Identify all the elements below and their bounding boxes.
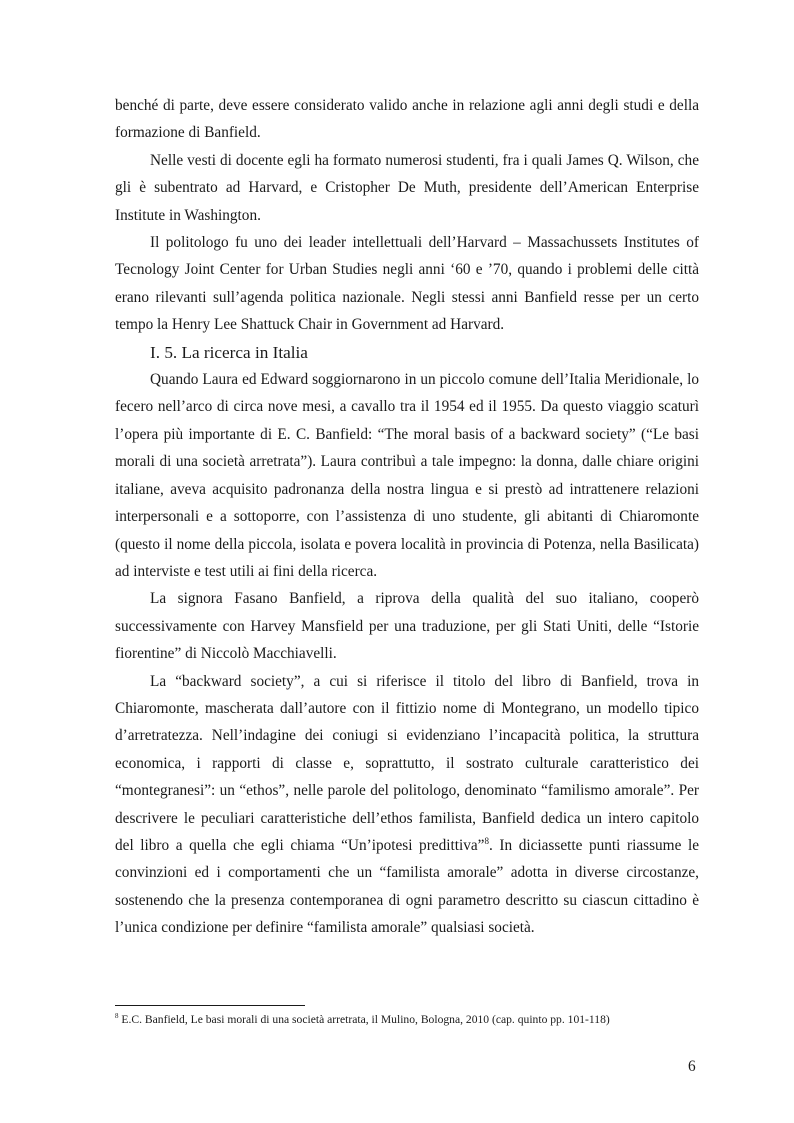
paragraph-harvard-mit: Il politologo fu uno dei leader intellettuali dell’Harvard – Massachussets Institutes of Tecnology Joint Center for Urban Studies negli anni ‘60 e ’70, quando i problemi delle città erano rilevanti sull’agenda politica nazionale. Negli stessi anni Banfield resse per un certo tempo la Henry Lee Shattuck Chair in Government ad Harvard. <box>115 234 699 334</box>
footnote-text: E.C. Banfield, Le basi morali di una società arretrata, il Mulino, Bologna, 2010 (cap. quinto pp. 101-118) <box>118 1013 610 1026</box>
footnote-marker: 8 <box>115 1012 119 1021</box>
paragraph-backward-society <box>115 668 699 942</box>
footnote-separator <box>115 1005 305 1006</box>
footnote-reference[interactable]: 8 <box>484 835 489 846</box>
body-text <box>115 92 699 942</box>
page-number: 6 <box>688 1058 696 1075</box>
section-heading: I. 5. La ricerca in Italia <box>150 342 308 362</box>
paragraph-research-trip: Quando Laura ed Edward soggiornarono in un piccolo comune dell’Italia Meridionale, lo fecero nell’arco di circa nove mesi, a cavallo tra il 1954 ed il 1955. Da questo viaggio scaturì l’opera più importante di E. C. Banfield: “The moral basis of a backward society” (“Le basi morali di una società arretrata”). Laura contribuì a tale impegno: la donna, dalle chiare origini italiane, aveva acquisito padronanza della nostra lingua e si prestò ad intrattenere relazioni interpersonali e a sottoporre, con l’assistenza di uno studente, gli abitanti di Chiaromonte (questo il nome della piccola, isolata e povera località in provincia di Potenza, nella Basilicata) ad interviste e test utili ai fini della ricerca. <box>115 371 699 580</box>
footnote <box>115 1012 715 1027</box>
paragraph-text-after-ref: . In diciassette punti riassume le convinzioni ed i comportamenti che un “familista amorale” adotta in diverse circostanze, sostenendo che la presenza contemporanea di ogni parametro descritto su ciascun cittadino è l’unica condizione per definire “familista amorale” qualsiasi società. <box>115 836 699 937</box>
paragraph-continuation: benché di parte, deve essere considerato valido anche in relazione agli anni degli studi e della formazione di Banfield. <box>115 97 699 142</box>
paragraph-translation: La signora Fasano Banfield, a riprova della qualità del suo italiano, cooperò successivamente con Harvey Mansfield per una traduzione, per gli Stati Uniti, delle “Istorie fiorentine” di Niccolò Macchiavelli. <box>115 590 699 663</box>
paragraph-text-before-ref: La “backward society”, a cui si riferisce il titolo del libro di Banfield, trova in Chiaromonte, mascherata dall’autore con il fittizio nome di Montegrano, un modello tipico d’arretratezza. Nell’indagine dei coniugi si evidenziano l’incapacità politica, la struttura economica, i rapporti di classe e, soprattutto, il sostrato culturale caratteristico dei “montegranesi”: un “ethos”, nelle parole del politologo, denominato “familismo amorale”. Per descrivere le peculiari caratteristiche dell’ethos familista, Banfield dedica un intero capitolo del libro a quella che egli chiama “Un’ipotesi predittiva” <box>115 672 699 854</box>
paragraph-students: Nelle vesti di docente egli ha formato numerosi studenti, fra i quali James Q. Wilson, che gli è subentrato ad Harvard, e Cristopher De Muth, presidente dell’American Enterprise Institute in Washington. <box>115 151 699 224</box>
